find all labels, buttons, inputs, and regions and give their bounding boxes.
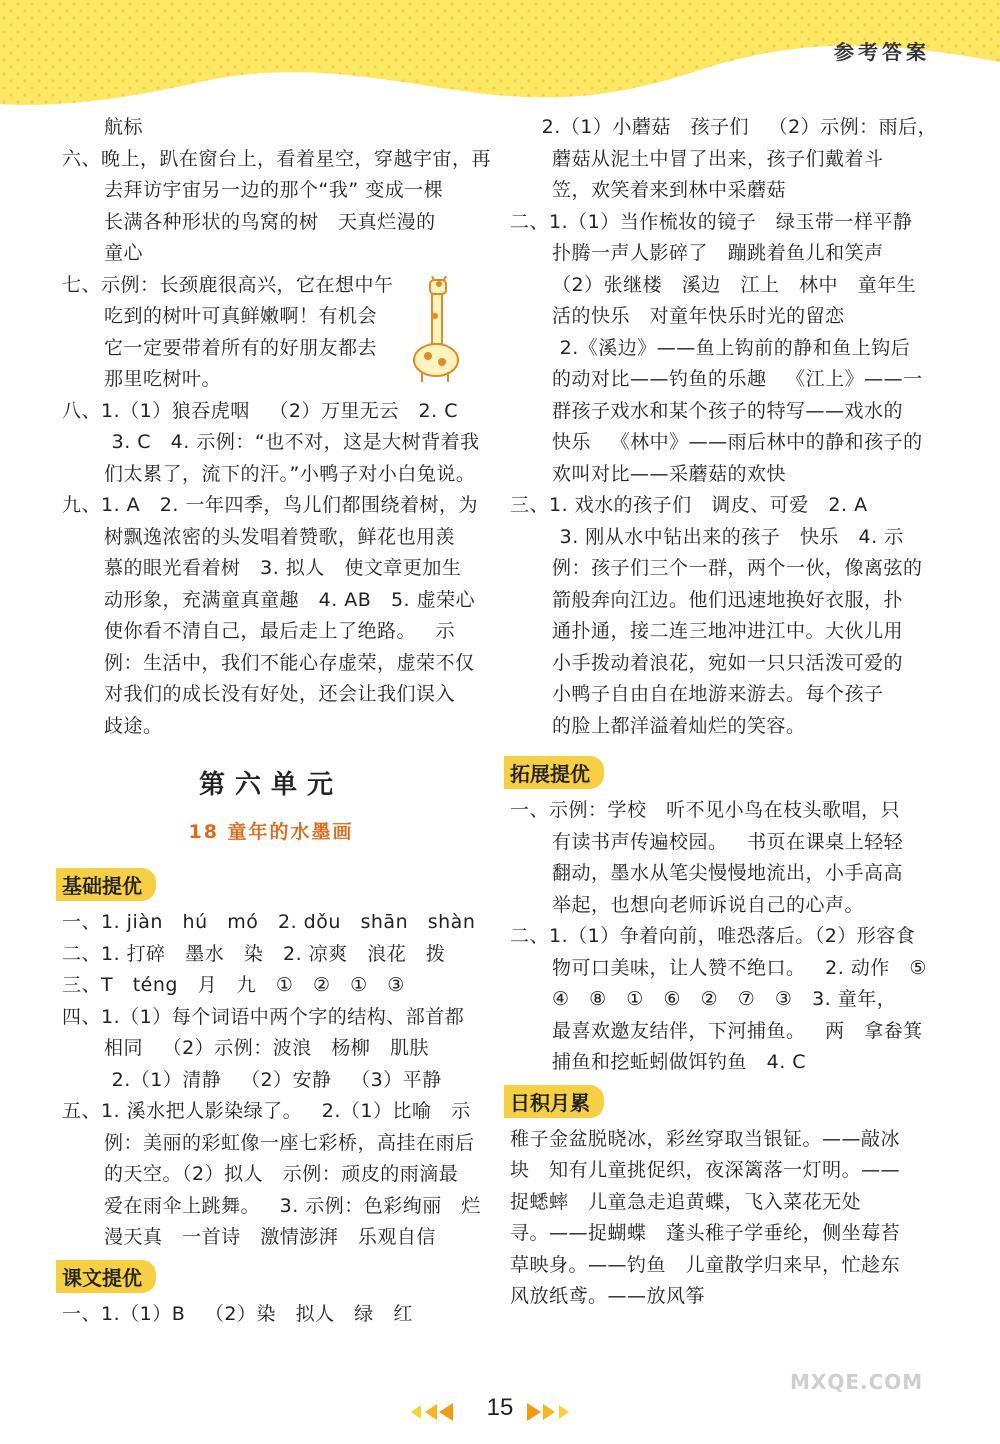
text-line: 吃到的树叶可真鲜嫩啊！有机会 [104, 305, 378, 327]
right-answers-block-3 [510, 1124, 922, 1313]
text-line: 扑腾一声人影碎了 蹦跳着鱼儿和笑声 [552, 242, 884, 264]
text-line: 群孩子戏水和某个孩子的特写——戏水的 [552, 399, 904, 422]
text-line: 长满各种形状的鸟窝的树 天真烂漫的 [104, 210, 436, 233]
text-line: 捉蟋蟀 儿童急走追黄蝶，飞入菜花无处 [510, 1190, 862, 1213]
text-line: 七、示例：长颈鹿很高兴，它在想中午 [62, 273, 394, 296]
text-line: 快乐 《林中》——雨后林中的静和孩子的 [552, 431, 923, 453]
text-line: 四、1.（1）每个词语中两个字的结构、部首都 [62, 1005, 465, 1028]
right-answers-block-1 [510, 112, 938, 742]
text-line: 通扑通，接二连三地冲进江中。大伙儿用 [552, 620, 904, 642]
text-line: 稚子金盆脱晓冰，彩丝穿取当银钲。——敲冰 [510, 1127, 901, 1150]
text-line: 物可口美味，让人赞不绝口。 2. 动作 ⑤ [552, 956, 927, 979]
arrow-right-icon [525, 1400, 585, 1424]
text-line: 一、1.（1）B （2）染 拟人 绿 红 [62, 1302, 413, 1325]
text-line: 2.（1）小蘑菇 孩子们 （2）示例：雨后， [522, 116, 938, 138]
text-line: 二、1. 打碎 墨水 染 2. 凉爽 浪花 拨 [62, 942, 446, 965]
text-line: 航标 [104, 116, 144, 138]
text-line: 五、1. 溪水把人影染绿了。 2.（1）比喻 示 [62, 1100, 471, 1122]
left-answers-block-2 [62, 907, 480, 1254]
left-answers-block-1 [62, 112, 492, 742]
text-line: 使你看不清自己，最后走上了绝路。 示 [104, 620, 456, 642]
header-title: 参考答案 [834, 40, 930, 64]
text-line: 例：美丽的彩虹像一座七彩桥，高挂在雨后 [104, 1131, 475, 1154]
text-line: 小手拨动着浪花，宛如一只只活泼可爱的 [552, 651, 904, 674]
text-line: 漫天真 一首诗 激情澎湃 乐观自信 [104, 1226, 436, 1248]
text-line: 树飘逸浓密的头发唱着赞歌，鲜花也用羡 [104, 525, 456, 548]
text-line: 捕鱼和挖蚯蚓做饵钓鱼 4. C [552, 1051, 807, 1073]
text-line: 爱在雨伞上跳舞。 3. 示例：色彩绚丽 烂 [104, 1194, 481, 1217]
watermark: MXQE.COM [790, 1370, 924, 1394]
right-column [510, 112, 938, 1313]
section-label-text: 课文提优 [56, 1260, 156, 1293]
text-line: 寻。——捉蝴蝶 蓬头稚子学垂纶，侧坐莓苔 [510, 1222, 901, 1244]
arrow-left-icon [395, 1400, 455, 1424]
section-label-basic: 基础提优 [56, 868, 156, 901]
lesson-title: 18 童年的水墨画 [188, 821, 354, 843]
text-line: 对我们的成长没有好处，还会让我们误入 [104, 683, 456, 705]
text-line: （2）张继楼 溪边 江上 林中 童年生 [552, 273, 917, 296]
text-line: 风放纸鸢。——放风筝 [510, 1285, 706, 1307]
right-answers-block-2 [510, 795, 927, 1079]
giraffe-illustration [408, 276, 468, 384]
text-line: 二、1.（1）争着向前，唯恐落后。（2）形容食 [510, 925, 916, 947]
section-label-extension: 拓展提优 [504, 756, 604, 789]
text-line: 歧途。 [104, 714, 163, 737]
text-line: 2.（1）清静 （2）安静 （3）平静 [92, 1068, 442, 1091]
text-line: 蘑菇从泥土中冒了出来，孩子们戴着斗 [552, 147, 884, 170]
text-line: 三、T téng 月 九 ① ② ① ③ [62, 974, 405, 996]
text-line: 九、1. A 2. 一年四季，鸟儿们都围绕着树，为 [62, 494, 478, 516]
text-line: 相同 （2）示例：波浪 杨柳 肌肤 [104, 1037, 429, 1059]
text-line: ④ ⑧ ① ⑥ ② ⑦ ③ 3. 童年， [552, 988, 897, 1010]
text-line: 举起，也想向老师诉说自己的心声。 [552, 893, 865, 916]
text-line: 慕的眼光看着树 3. 拟人 使文章更加生 [104, 557, 462, 579]
text-line: 小鸭子自由自在地游来游去。每个孩子 [552, 683, 884, 705]
text-line: 箭般奔向江边。他们迅速地换好衣服，扑 [552, 588, 904, 611]
text-line: 一、1. jiàn hú mó 2. dǒu shān shàn [62, 911, 476, 933]
text-line: 八、1.（1）狼吞虎咽 （2）万里无云 2. C [62, 399, 458, 422]
text-line: 们太累了，流下的汗。”小鸭子对小白兔说。 [104, 462, 476, 485]
text-line: 它一定要带着所有的好朋友都去 [104, 336, 378, 359]
text-line: 二、1.（1）当作梳妆的镜子 绿玉带一样平静 [510, 210, 913, 233]
text-line: 一、示例：学校 听不见小鸟在枝头歌唱，只 [510, 799, 901, 821]
text-line: 例：孩子们三个一群，两个一伙，像离弦的 [552, 557, 923, 579]
text-line: 块 知有儿童挑促织，夜深篱落一灯明。—— [510, 1159, 901, 1181]
section-label-accumulation: 日积月累 [504, 1085, 604, 1118]
text-line: 的天空。（2）拟人 示例：顽皮的雨滴最 [104, 1163, 459, 1185]
text-line: 的脸上都洋溢着灿烂的笑容。 [552, 714, 806, 737]
text-line: 那里吃树叶。 [104, 368, 222, 390]
text-line: 3. C 4. 示例：“也不对，这是大树背着我 [92, 431, 480, 453]
unit-title: 第六单元 [198, 770, 343, 800]
left-answers-block-3 [62, 1299, 480, 1331]
text-line: 例：生活中，我们不能心存虚荣，虚荣不仅 [104, 651, 475, 674]
text-line: 2.《溪边》——鱼上钩前的静和鱼上钩后 [540, 336, 911, 359]
page-number: 15 [486, 1394, 514, 1421]
text-line: 笠，欢笑着来到林中采蘑菇 [552, 179, 787, 201]
text-line: 最喜欢邀友结伴，下河捕鱼。 两 拿畚箕 [552, 1019, 923, 1042]
text-line: 草映身。——钓鱼 儿童散学归来早，忙趁东 [510, 1253, 901, 1276]
text-line: 六、晚上，趴在窗台上，看着星空，穿越宇宙，再 [62, 147, 492, 170]
text-line: 3. 刚从水中钻出来的孩子 快乐 4. 示 [540, 525, 904, 548]
text-line: 的动对比——钓鱼的乐趣 《江上》——一 [552, 368, 923, 390]
text-line: 活的快乐 对童年快乐时光的留恋 [552, 305, 845, 327]
text-line: 有读书声传遍校园。 书页在课桌上轻轻 [552, 830, 904, 853]
text-line: 三、1. 戏水的孩子们 调皮、可爱 2. A [510, 494, 868, 516]
text-line: 欢叫对比——采蘑菇的欢快 [552, 462, 787, 485]
text-line: 动形象，充满童真童趣 4. AB 5. 虚荣心 [104, 588, 476, 611]
text-line: 去拜访宇宙另一边的那个“我” 变成一棵 [104, 179, 444, 201]
text-line: 翻动，墨水从笔尖慢慢地流出，小手高高 [552, 862, 904, 884]
text-line: 童心 [104, 242, 144, 264]
